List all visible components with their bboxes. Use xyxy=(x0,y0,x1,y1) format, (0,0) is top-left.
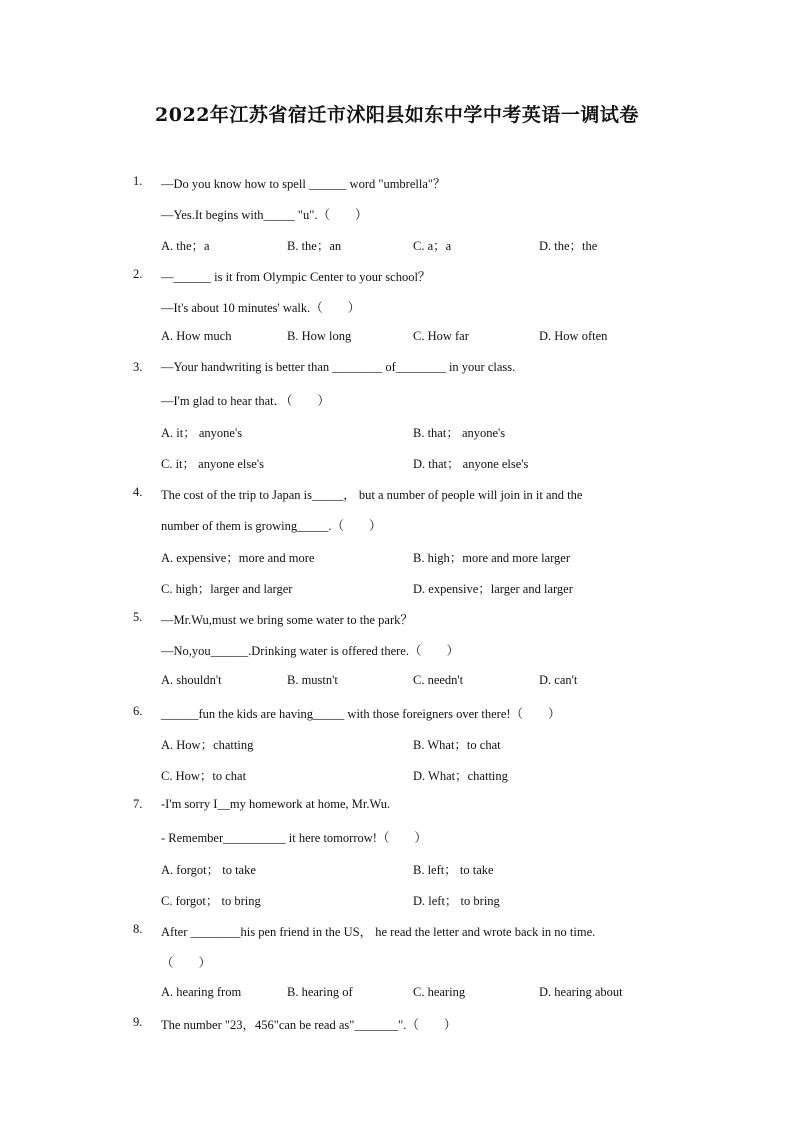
option-d: D. expensive；larger and larger xyxy=(413,582,573,596)
question-number: 5. xyxy=(133,610,143,624)
question-line: —Yes.It begins with_____ "u".（ ） xyxy=(161,208,368,222)
option-c: C. How far xyxy=(413,329,469,343)
question-line: After ________his pen friend in the US， he read the letter and wrote back in no time. xyxy=(161,925,596,939)
question-line: —It's about 10 minutes' walk.（ ） xyxy=(161,301,361,315)
question-line: —Do you know how to spell ______ word "umbrella"？ xyxy=(161,177,446,191)
option-d: D. What；chatting xyxy=(413,769,508,783)
option-a: A. hearing from xyxy=(161,985,242,999)
option-c: C. it； anyone else's xyxy=(161,457,264,471)
option-a: A. forgot； to take xyxy=(161,863,256,877)
question-line: —No,you______.Drinking water is offered there.（ ） xyxy=(161,644,459,658)
option-a: A. it； anyone's xyxy=(161,426,243,440)
question-line: -I'm sorry I__my homework at home, Mr.Wu. xyxy=(161,797,391,811)
question-line: —______ is it from Olympic Center to your school？ xyxy=(161,270,431,284)
question-line: （ ） xyxy=(161,956,212,970)
question-number: 4. xyxy=(133,485,143,499)
option-a: A. expensive；more and more xyxy=(161,551,315,565)
option-b: B. How long xyxy=(287,329,352,343)
question-number: 3. xyxy=(133,360,143,374)
question-line: The number "23，456"can be read as"_______".（ ） xyxy=(161,1018,457,1032)
question-line: The cost of the trip to Japan is_____， but a number of people will join in it and the xyxy=(161,488,583,502)
option-d: D. can't xyxy=(539,673,578,687)
question-number: 8. xyxy=(133,922,143,936)
option-b: B. What；to chat xyxy=(413,738,501,752)
option-a: A. How；chatting xyxy=(161,738,254,752)
question-number: 1. xyxy=(133,174,143,188)
page-title: 2022年江苏省宿迁市沭阳县如东中学中考英语一调试卷 xyxy=(155,104,639,126)
option-b: B. mustn't xyxy=(287,673,338,687)
question-line: —Mr.Wu,must we bring some water to the park？ xyxy=(161,613,413,627)
question-line: —Your handwriting is better than ________ of________ in your class. xyxy=(161,360,516,374)
question-number: 7. xyxy=(133,797,143,811)
option-b: B. high；more and more larger xyxy=(413,551,571,565)
option-c: C. hearing xyxy=(413,985,466,999)
option-d: D. that； anyone else's xyxy=(413,457,529,471)
question-line: - Remember__________ it here tomorrow!（ ） xyxy=(161,831,427,845)
option-b: B. hearing of xyxy=(287,985,353,999)
question-number: 2. xyxy=(133,267,143,281)
option-d: D. the；the xyxy=(539,239,598,253)
option-c: C. a；a xyxy=(413,239,452,253)
option-c: C. How；to chat xyxy=(161,769,247,783)
option-c: C. high；larger and larger xyxy=(161,582,293,596)
option-a: A. the；a xyxy=(161,239,210,253)
option-b: B. that； anyone's xyxy=(413,426,506,440)
question-line: —I'm glad to hear that．（ ） xyxy=(161,394,330,408)
option-a: A. How much xyxy=(161,329,232,343)
option-c: C. needn't xyxy=(413,673,464,687)
option-a: A. shouldn't xyxy=(161,673,222,687)
option-d: D. How often xyxy=(539,329,608,343)
question-number: 6. xyxy=(133,704,143,718)
option-d: D. hearing about xyxy=(539,985,623,999)
option-c: C. forgot； to bring xyxy=(161,894,261,908)
option-d: D. left； to bring xyxy=(413,894,500,908)
question-number: 9. xyxy=(133,1015,143,1029)
option-b: B. the；an xyxy=(287,239,342,253)
option-b: B. left； to take xyxy=(413,863,494,877)
question-line: number of them is growing_____.（ ） xyxy=(161,519,382,533)
question-line: ______fun the kids are having_____ with those foreigners over there!（ ） xyxy=(161,707,561,721)
